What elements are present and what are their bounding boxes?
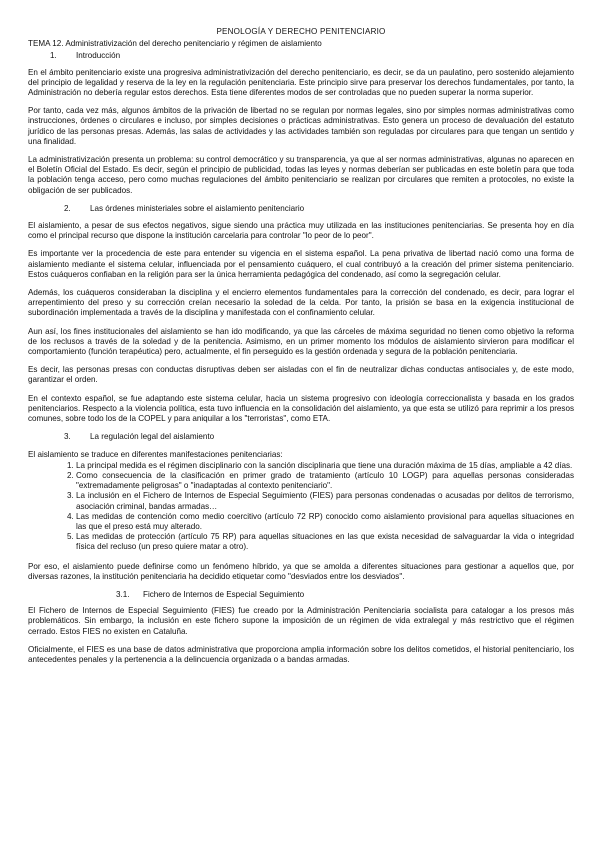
section-3-number: 3. <box>64 432 71 442</box>
list-item: 3. La inclusión en el Fichero de Internos de Especial Seguimiento (FIES) para personas condenadas o acusadas por delitos de terrorismo, asociación criminal, bandas armadas… <box>76 491 574 511</box>
list-item: 2. Como consecuencia de la clasificación en primer grado de tratamiento (artículo 10 LOGP) para aquellas personas consideradas "extremadamente peligrosas" o "inadaptadas al contexto penitenciario". <box>76 471 574 491</box>
topic-heading: TEMA 12. Administrativización del derecho penitenciario y régimen de aislamiento <box>28 39 322 49</box>
section-3-title: La regulación legal del aislamiento <box>90 432 215 442</box>
document-title: PENOLOGÍA Y DERECHO PENITENCIARIO <box>216 27 386 36</box>
paragraph: Es decir, las personas presas con conductas disruptivas deben ser aisladas con el fin de neutralizar dichas conductas antisociales y, de este modo, garantizar el orden. <box>28 365 574 385</box>
section-3-1-title: Fichero de Internos de Especial Seguimiento <box>143 589 305 599</box>
section-1-number: 1. <box>50 51 57 61</box>
paragraph: Por tanto, cada vez más, algunos ámbitos de la privación de libertad no se regulan por normas legales, sino por simples normas administrativas como instrucciones, órdenes o circulares e incluso, por simples decisiones o prácticas administrativas. Esto genera un proceso de devaluación del estatuto jurídico de las personas presas. Además, las salas de actividades y las actividades también son reguladas por circulares para que tengan un sentido y una finalidad. <box>28 106 574 146</box>
section-3-intro: El aislamiento se traduce en diferentes manifestaciones penitenciarias: <box>28 449 283 459</box>
section-3-1-number: 3.1. <box>116 589 130 599</box>
paragraph: Aun así, los fines institucionales del aislamiento se han ido modificando, ya que las cárceles de máxima seguridad no tienen como objetivo la reforma de los reclusos a través de la soledad y de la penitencia. Asimismo, en un primer momento los módulos de aislamiento sirvieron para modificar el comportamiento (función terapéutica) pero, actualmente, el fin perseguido es la gestión ordenada y segura de la población penitenciaria. <box>28 326 574 357</box>
paragraph: Además, los cuáqueros consideraban la disciplina y el encierro elementos fundamentales para la corrección del condenado, es decir, para lograr el arrepentimiento del preso y su corrección creían necesario la soledad de la celda. Por tanto, la prisión se basa en la exigencia institucional de subordinación implementada a través de la disciplina y manifestada con el confinamiento celular. <box>28 288 574 318</box>
aislamiento-list <box>28 461 574 553</box>
list-item: 1. La principal medida es el régimen disciplinario con la sanción disciplinaria que tiene una duración máxima de 15 días, ampliable a 42 días. <box>76 461 574 471</box>
paragraph: En el contexto español, se fue adaptando este sistema celular, hacia un sistema progresivo con ideología correccionalista y basada en los grados penitenciarios. Respecto a la violencia política, esta tuvo influencia en la consolidación del aislamiento, ya que esta se utilizó para reprimir a los presos comunes, sobre todo los de la COPEL y para aniquilar a los "terroristas", como ETA. <box>28 393 574 424</box>
paragraph: El aislamiento, a pesar de sus efectos negativos, sigue siendo una práctica muy utilizada en las instituciones penitenciarias. Se presenta hoy en día como el principal recurso que dispone la institución carcelaria para controlar "lo peor de lo peor". <box>28 221 574 241</box>
section-3-heading <box>64 432 574 442</box>
section-2-title: Las órdenes ministeriales sobre el aislamiento penitenciario <box>90 203 305 213</box>
list-item: 5. Las medidas de protección (artículo 75 RP) para aquellas situaciones en las que exista necesidad de salvaguardar la vida o integridad física del recluso (un preso quiere matar a otro). <box>76 532 574 552</box>
section-3-1-heading <box>116 590 574 600</box>
paragraph: Es importante ver la procedencia de este para entender su vigencia en el sistema español. La pena privativa de libertad nació como una forma de aislamiento mediante el sistema celular, influenciada por el pensamiento cuáquero, el cual contribuyó a la creación del primer sistema penitenciario. Estos cuáqueros confiaban en la religión para ser la única herramienta pedagógica del condenado, así como la segregación celular. <box>28 249 574 279</box>
paragraph: El Fichero de Internos de Especial Seguimiento (FIES) fue creado por la Administración Penitenciaria socialista para catalogar a los presos más problemáticos. Sin embargo, la inclusión en este fichero supone la imposición de un régimen de vida extralegal y más restrictivo que el régimen cerrado. Estos FIES no existen en Cataluña. <box>28 606 574 636</box>
section-3-closing: Por eso, el aislamiento puede definirse como un fenómeno híbrido, ya que se amolda a diferentes situaciones para gestionar a aquellos que, por diversas razones, la institución penitenciaria ha decidido etiquetar como "desviados entre los desviados". <box>28 561 574 581</box>
paragraph: En el ámbito penitenciario existe una progresiva administrativización del derecho penitenciario, es decir, se da un paulatino, pero sostenido alejamiento del principio de legalidad y reserva de la ley en la regulación penitenciaria. Este principio sirve para preservar los derechos fundamentales, por tanto, la Administración no debería regular estos derechos. Esta tiene diferentes modos de ser controladas que no pueden superar la norma superior. <box>28 67 574 98</box>
list-item: 4. Las medidas de contención como medio coercitivo (artículo 72 RP) conocido como aislamiento provisional para aquellas situaciones en las que el preso está muy alterado. <box>76 512 574 532</box>
paragraph: Oficialmente, el FIES es una base de datos administrativa que proporciona amplia información sobre los delitos cometidos, el historial penitenciario, los antecedentes penales y la pertenencia a la delincuencia organizada o a bandas armadas. <box>28 644 574 664</box>
section-1-heading <box>50 51 574 61</box>
section-2-number: 2. <box>64 203 71 213</box>
section-2-heading <box>64 204 574 214</box>
paragraph: La administrativización presenta un problema: su control democrático y su transparencia, ya que al ser normas administrativas, algunas no aparecen en el Boletín Oficial del Estado. Es decir, según el principio de publicidad, todas las leyes y normas deberían ser publicadas en este boletín para que toda la población tenga acceso, pero como muchas regulaciones del ámbito penitenciario se realizan por circulares que remiten a protocoles, no existe la obligación de ser publicados. <box>28 155 574 195</box>
section-1-title: Introducción <box>76 51 121 61</box>
